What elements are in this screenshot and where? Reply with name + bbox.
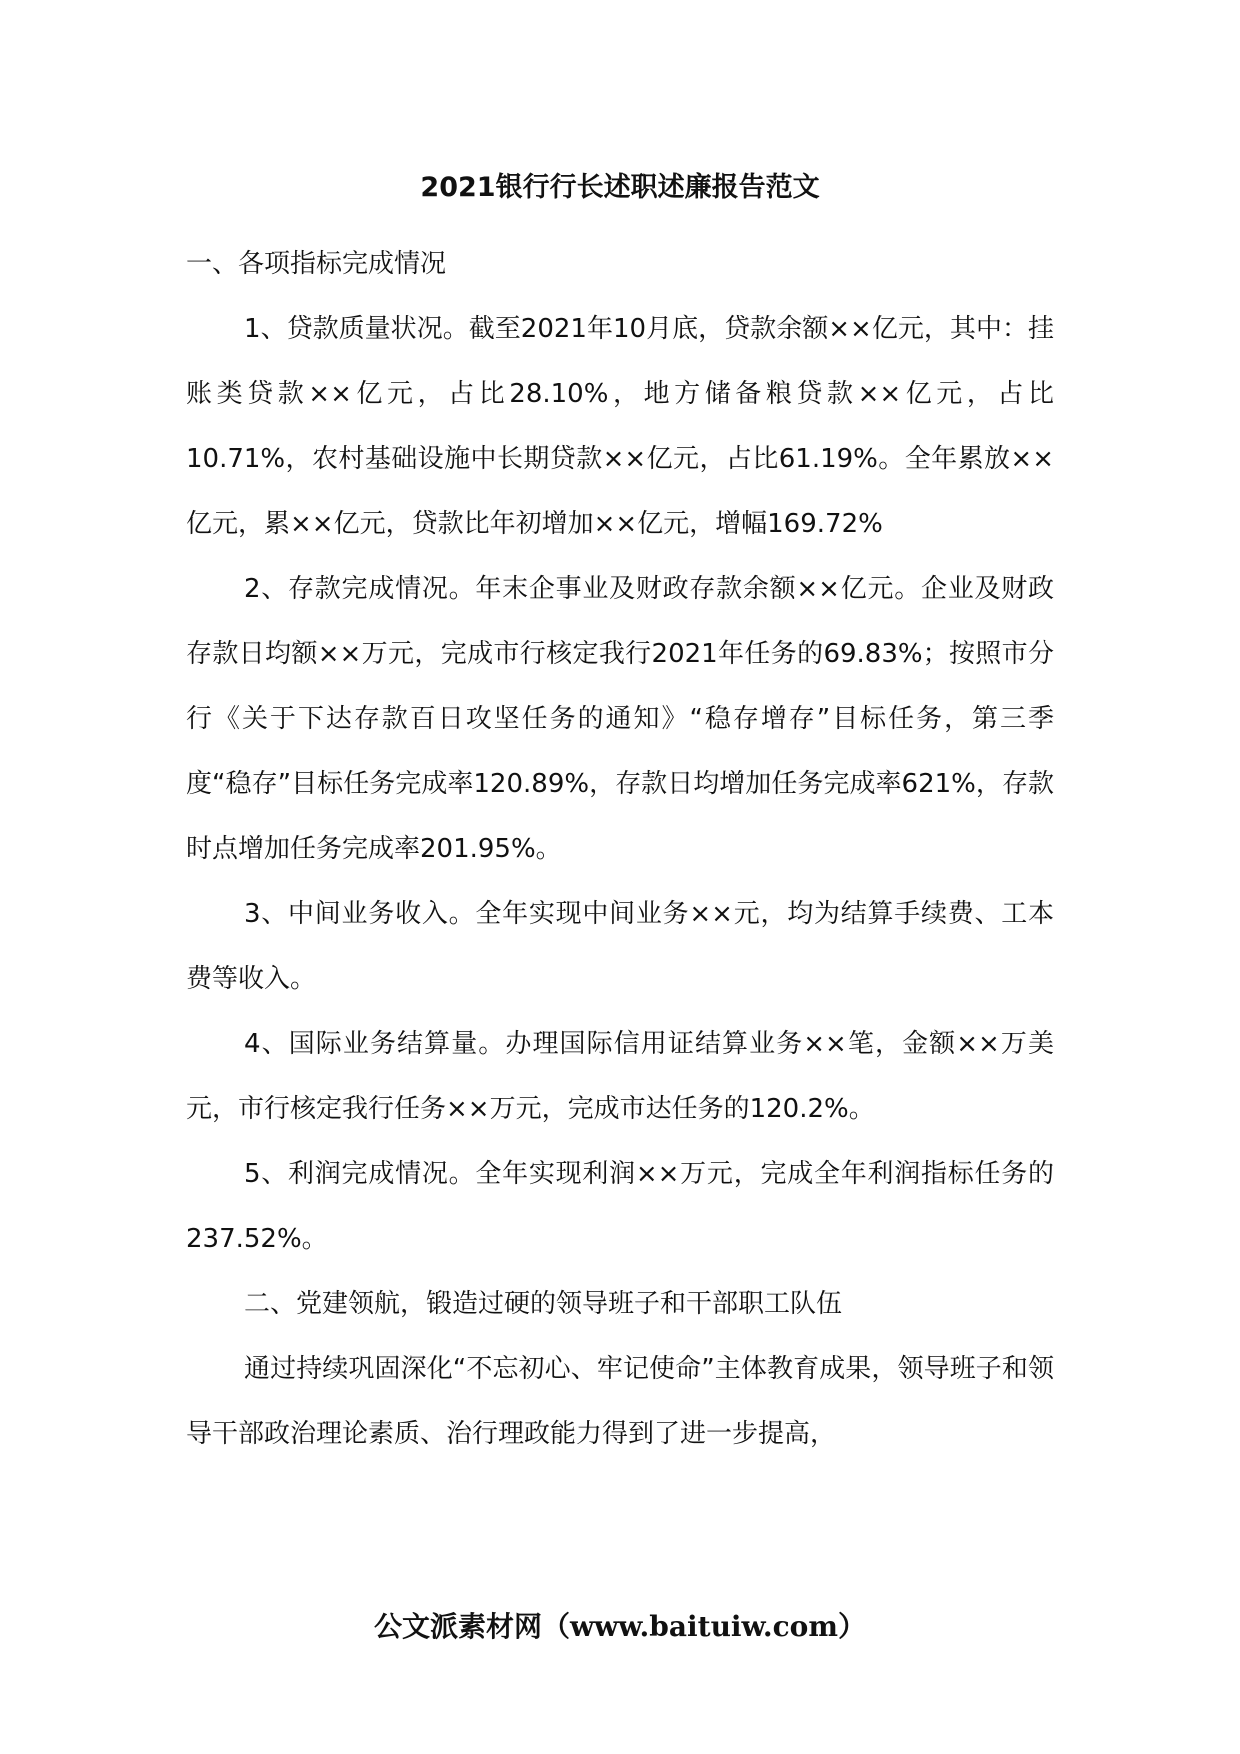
paragraph-loan-quality: 1、贷款质量状况。截至2021年10月底，贷款余额××亿元，其中：挂账类贷款××亿元，占比28.10%，地方储备粮贷款××亿元，占比10.71%，农村基础设施中长期贷款××亿元，占比61.19%。全年累放××亿元，累××亿元，贷款比年初增加××亿元，增幅169.72% <box>186 314 1054 539</box>
paragraph-international-settlement: 4、国际业务结算量。办理国际信用证结算业务××笔，金额××万美元，市行核定我行任务××万元，完成市达任务的120.2%。 <box>186 1029 1054 1124</box>
paragraph-intermediate-income: 3、中间业务收入。全年实现中间业务××元，均为结算手续费、工本费等收入。 <box>186 899 1054 994</box>
section-heading-1: 一、各项指标完成情况 <box>186 249 447 279</box>
section-heading-2: 二、党建领航，锻造过硬的领导班子和干部职工队伍 <box>244 1289 843 1319</box>
document-title: 2021银行行长述职述廉报告范文 <box>420 172 820 203</box>
document-body <box>186 232 1054 1467</box>
paragraph-party-building: 通过持续巩固深化“不忘初心、牢记使命”主体教育成果，领导班子和领导干部政治理论素质、治行理政能力得到了进一步提高， <box>186 1354 1054 1449</box>
paragraph-deposits: 2、存款完成情况。年末企事业及财政存款余额××亿元。企业及财政存款日均额××万元，完成市行核定我行2021年任务的69.83%；按照市分行《关于下达存款百日攻坚任务的通知》“稳存增存”目标任务，第三季度“稳存”目标任务完成率120.89%，存款日均增加任务完成率621%，存款时点增加任务完成率201.95%。 <box>186 574 1054 864</box>
paragraph-profit: 5、利润完成情况。全年实现利润××万元，完成全年利润指标任务的237.52%。 <box>186 1159 1054 1254</box>
footer-watermark: 公文派素材网（www.baituiw.com） <box>374 1610 866 1643</box>
